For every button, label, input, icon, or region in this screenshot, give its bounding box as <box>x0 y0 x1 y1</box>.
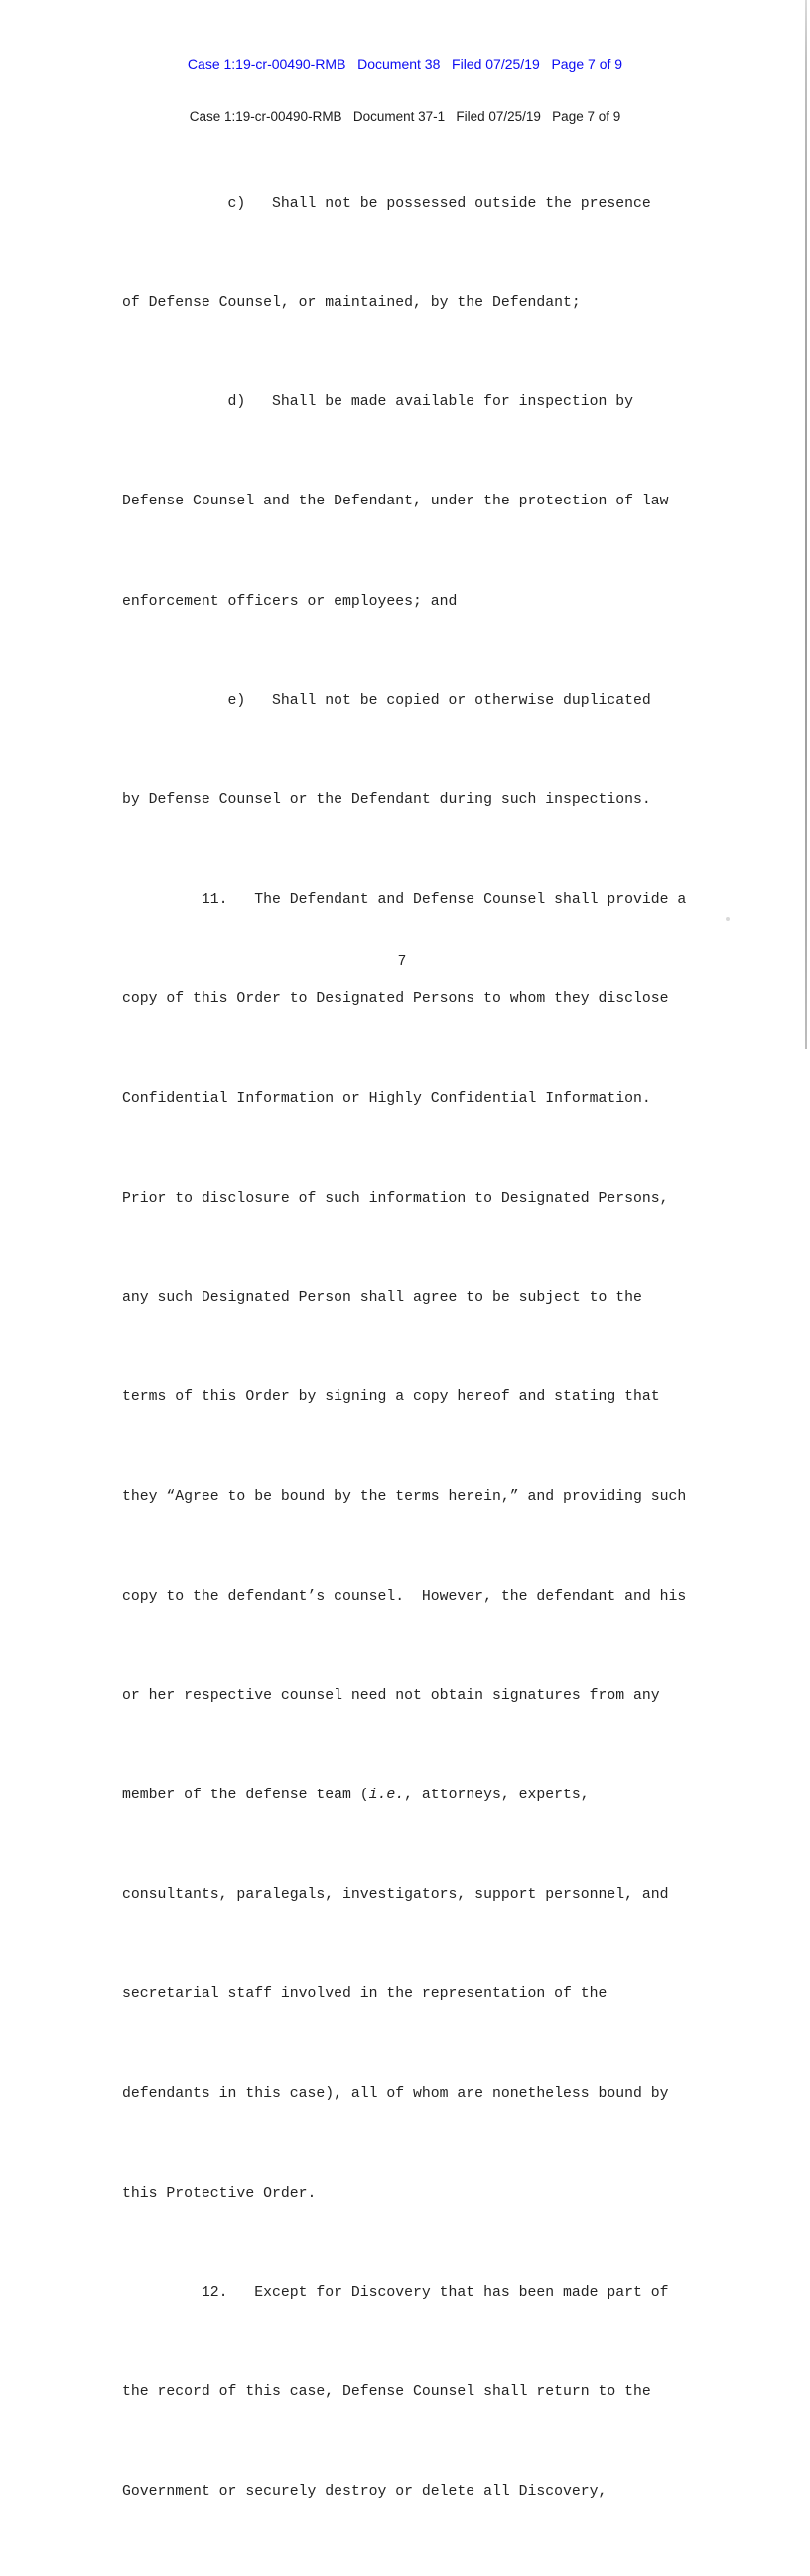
document-line: copy to the defendant’s counsel. However, the defendant and his <box>122 1588 687 1605</box>
document-line: c) Shall not be possessed outside the presence <box>122 195 651 212</box>
document-line: any such Designated Person shall agree to be subject to the <box>122 1290 642 1307</box>
scan-artifact-speck <box>726 917 730 921</box>
stamp-line-document-37-1: Case 1:19-cr-00490-RMB Document 37-1 Filed 07/25/19 Page 7 of 9 <box>189 109 621 124</box>
scan-artifact-line <box>805 0 807 1049</box>
document-body-text <box>122 121 686 2576</box>
document-line: or her respective counsel need not obtain signatures from any <box>122 1687 660 1704</box>
page-number: 7 <box>397 954 407 970</box>
document-line: by Defense Counsel or the Defendant during such inspections. <box>122 792 651 809</box>
line-segment: , attorneys, experts, <box>404 1788 590 1804</box>
line-segment-italic: i.e. <box>368 1788 405 1804</box>
document-line: 12. Except for Discovery that has been made part of <box>122 2285 669 2302</box>
document-line: secretarial staff involved in the representation of the <box>122 1986 608 2003</box>
document-line-with-italic <box>122 1780 686 1812</box>
document-line: consultants, paralegals, investigators, support personnel, and <box>122 1887 669 1904</box>
document-line: 11. The Defendant and Defense Counsel shall provide a <box>122 892 687 909</box>
document-line: e) Shall not be copied or otherwise duplicated <box>122 692 651 709</box>
document-line: the record of this case, Defense Counsel shall return to the <box>122 2384 651 2401</box>
document-line: they “Agree to be bound by the terms herein,” and providing such <box>122 1489 687 1505</box>
document-line: this Protective Order. <box>122 2185 317 2202</box>
document-line: Confidential Information or Highly Confidential Information. <box>122 1090 651 1107</box>
document-line: Defense Counsel and the Defendant, under the protection of law <box>122 494 669 510</box>
document-line: of Defense Counsel, or maintained, by the Defendant; <box>122 295 581 312</box>
line-segment: member of the defense team ( <box>122 1788 369 1804</box>
document-line: copy of this Order to Designated Persons to whom they disclose <box>122 991 669 1008</box>
document-line: Government or securely destroy or delete all Discovery, <box>122 2484 608 2501</box>
stamp-line-document-38: Case 1:19-cr-00490-RMB Document 38 Filed 07/25/19 Page 7 of 9 <box>187 56 623 72</box>
document-line: enforcement officers or employees; and <box>122 593 458 610</box>
document-line: d) Shall be made available for inspection by <box>122 394 634 411</box>
document-line: defendants in this case), all of whom are nonetheless bound by <box>122 2085 669 2102</box>
document-line: Prior to disclosure of such information to Designated Persons, <box>122 1190 669 1207</box>
document-line: terms of this Order by signing a copy hereof and stating that <box>122 1389 660 1406</box>
